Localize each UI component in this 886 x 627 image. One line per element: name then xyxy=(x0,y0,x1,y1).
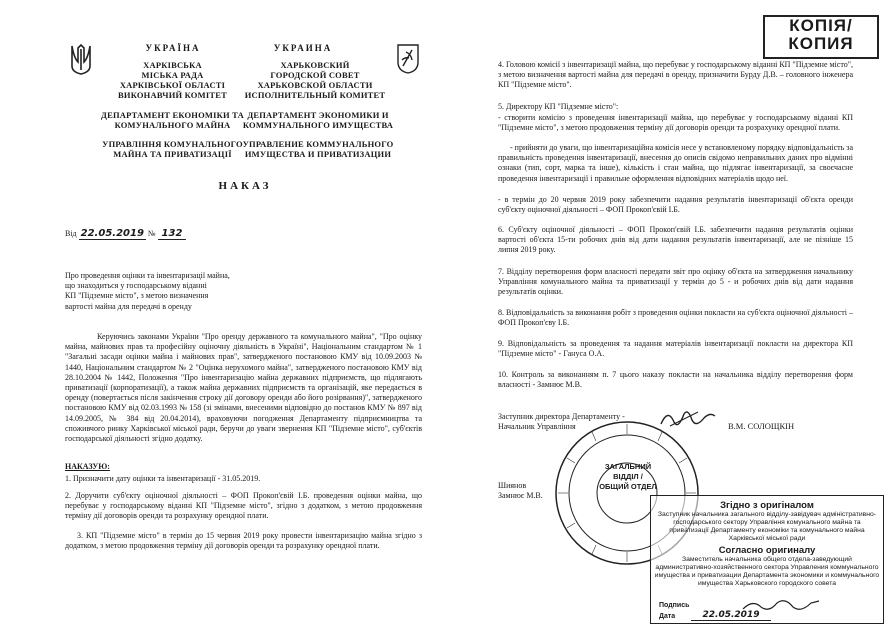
certified-copy-stamp xyxy=(650,495,884,624)
left-item-1: 1. Призначити дату оцінки та інвентаризації - 31.05.2019. xyxy=(65,474,261,483)
order-heading: НАКАЗУЮ: xyxy=(65,462,110,471)
signatory-title: Заступник директора Департаменту - Начальник Управління xyxy=(498,412,625,432)
ru-department: ДЕПАРТАМЕНТ ЭКОНОМИКИ И КОММУНАЛЬНОГО ИМУЩЕСТВА xyxy=(242,110,394,130)
ru-council: ХАРЬКОВСКИЙ ГОРОДСКОЙ СОВЕТ ХАРЬКОВСКОЙ ОБЛАСТИ ИСПОЛНИТЕЛЬНЫЙ КОМИТЕТ xyxy=(244,60,386,100)
signatory-name: В.М. СОЛОЩКІН xyxy=(728,421,795,431)
certified-signature xyxy=(741,597,821,615)
certified-ru-text: Заместитель начальника общего отдела-заведующий административно-хозяйственного сектора Управления коммунального имущества и приватизации Департамента экономики и коммунального имущества Харьковского городского совета xyxy=(654,556,880,587)
certified-ua-title: Згідно з оригіналом xyxy=(720,500,814,511)
right-item-5: 5. Директору КП "Підземне місто": xyxy=(498,102,619,111)
right-item-5c: - в термін до 20 червня 2019 року забезпечити надання результатів інвентаризації об'єкта оренди суб'єкту оціночної діяльності – ФОП Прокоп'євій І.Б. xyxy=(498,195,853,215)
right-item-5a: - створити комісію з проведення інвентаризації майна, що перебуває у господарському віданні КП "Підземне місто", з метою продовження терміну дії договорів оренди та розрахунку орендної плати. xyxy=(498,113,853,133)
ru-country: УКРАИНА xyxy=(273,43,333,53)
copy-stamp: КОПІЯ/ КОПИЯ xyxy=(763,15,879,59)
doc-title: НАКАЗ xyxy=(218,180,272,192)
trident-emblem-icon xyxy=(70,44,92,76)
left-item-3: 3. КП "Підземне місто" в термін до 15 червня 2019 року провести інвентаризацію майна згідно з додатком, з метою продовження терміну дії договорів оренди та розрахунку орендної плати. xyxy=(65,531,422,551)
number-handwritten: 132 xyxy=(158,228,187,240)
right-item-7: 7. Відділу перетворення форм власності передати звіт про оцінку об'єкта на затвердження начальнику Управління комунального майна та приватизації у термін до 5 - и робочих днів від дати надання результатів оцінки. xyxy=(498,267,853,297)
ru-directorate: УПРАВЛЕНИЕ КОММУНАЛЬНОГО ИМУЩЕСТВА И ПРИВАТИЗАЦИИ xyxy=(242,139,394,159)
ua-department: ДЕПАРТАМЕНТ ЕКОНОМІКИ ТА КОМУНАЛЬНОГО МАЙНА xyxy=(101,110,244,130)
date-handwritten: 22.05.2019 xyxy=(80,228,144,239)
executor: Шиянов Замнює М.В. xyxy=(498,481,543,501)
preamble: Керуючись законами України "Про оренду державного та комунального майна", "Про оцінку майна, майнових прав та професійну оціночну діяльність в Україні", Національним стандартом № 1 "Загальні засади оцінки майна і майнових прав", затвердженого постановою КМУ від 10.09.2003 № 1440, Національним стандартом № 2 "Оцінка нерухомого майна", затвердженого постановою КМУ від 28.10.2004 № 1442, Положення "Про інвентаризацію майна державних підприємств, що підлягають приватизації (корпоратизації), а також майна державних підприємств та організацій, яке передається в оренду (повертається після закінчення строку дії договору оренди або його розірвання)", затвердженого постановою КМУ від 02.03.1993 № 158 (зі змінами, внесеними відповідно до постанов КМУ № 897 від 14.09.2005, № 384 від 20.04.2014), враховуючи погодження Департаменту підприємництва та споживчого ринку Харківської міської ради, беручи до уваги звернення КП "Підземне місто", суб'єктів господарської діяльності згідно додатку. xyxy=(65,332,422,444)
round-stamp-text: ЗАГАЛЬНИЙ ВІДДІЛ / ОБЩИЙ ОТДЕЛ xyxy=(599,462,657,491)
ua-directorate: УПРАВЛІННЯ КОМУНАЛЬНОГО МАЙНА ТА ПРИВАТИЗАЦІЇ xyxy=(102,139,243,159)
left-item-2: 2. Доручити суб'єкту оціночної діяльності – ФОП Прокоп'євій І.Б. проведення оцінки майна, що перебуває у господарському віданні КП "Підземне місто", згідно з додатком, з метою продовження терміну дії договорів оренди та розрахунку орендної плати. xyxy=(65,491,422,521)
right-item-9: 9. Відповідальність за проведення та надання матеріалів інвентаризації покласти на директора КП "Підземне місто" - Гануса О.А. xyxy=(498,339,853,359)
right-item-10: 10. Контроль за виконанням п. 7 цього наказу покласти на начальника відділу перетворення форм власності - Замнює М.В. xyxy=(498,370,853,390)
certified-ua-text: Заступник начальника загального відділу-завідувач адміністративно-господарського сектору Управління комунального майна та приватизації Департаменту економіки та комунального майна Харківської міської ради xyxy=(657,511,877,542)
certified-sign-label: Подпись xyxy=(659,602,690,609)
date-number-line: Від 22.05.2019 № 132 xyxy=(65,229,235,239)
ua-country: УКРАЇНА xyxy=(145,43,201,53)
certified-date-label: Дата xyxy=(659,613,676,620)
right-item-6: 6. Суб'єкту оціночної діяльності – ФОП Прокоп'євій І.Б. забезпечити надання результатів оцінки вартості об'єкта 15-ти робочих днів від дати надання результатів інвентаризації, але не пізніше 15 липня 2019 року. xyxy=(498,225,853,255)
certified-ru-title: Согласно оригиналу xyxy=(718,545,816,556)
certified-date-handwritten: 22.05.2019 xyxy=(691,610,771,621)
right-item-5b: - прийняти до уваги, що інвентаризаційна комісія несе у встановленому порядку відповідальність за правильність проведення інвентаризації, внесення до описів свідомо неправильних даних про відмінні ознаки (тип, сорт, марка та інше), кількість і стан майна, що підлягає інвентаризації, за своєчасне проведення інвентаризації і правильне оформлення відповідних матеріалів щодо неї. xyxy=(498,143,853,183)
ua-council: ХАРКІВСЬКА МІСЬКА РАДА ХАРКІВСЬКОЇ ОБЛАСТІ ВИКОНАВЧИЙ КОМІТЕТ xyxy=(118,60,227,100)
right-item-8: 8. Відповідальність за виконання робіт з проведення оцінки покласти на суб'єкта оціночної діяльності – ФОП Прокоп'єву І.Б. xyxy=(498,308,853,328)
kharkiv-crest-icon xyxy=(397,44,419,74)
right-item-4: 4. Головою комісії з інвентаризації майна, що перебуває у господарському віданні КП "Підземне місто", з метою визначення вартості майна для передачі в оренду, призначити Бурду Д.В. – головного інженера КП "Підземне місто". xyxy=(498,60,853,90)
subject: Про проведення оцінки та інвентаризації майна, що знаходиться у господарському віданні КП "Підземне місто", з метою визначення вартості майна для передачі в оренду xyxy=(65,271,230,311)
